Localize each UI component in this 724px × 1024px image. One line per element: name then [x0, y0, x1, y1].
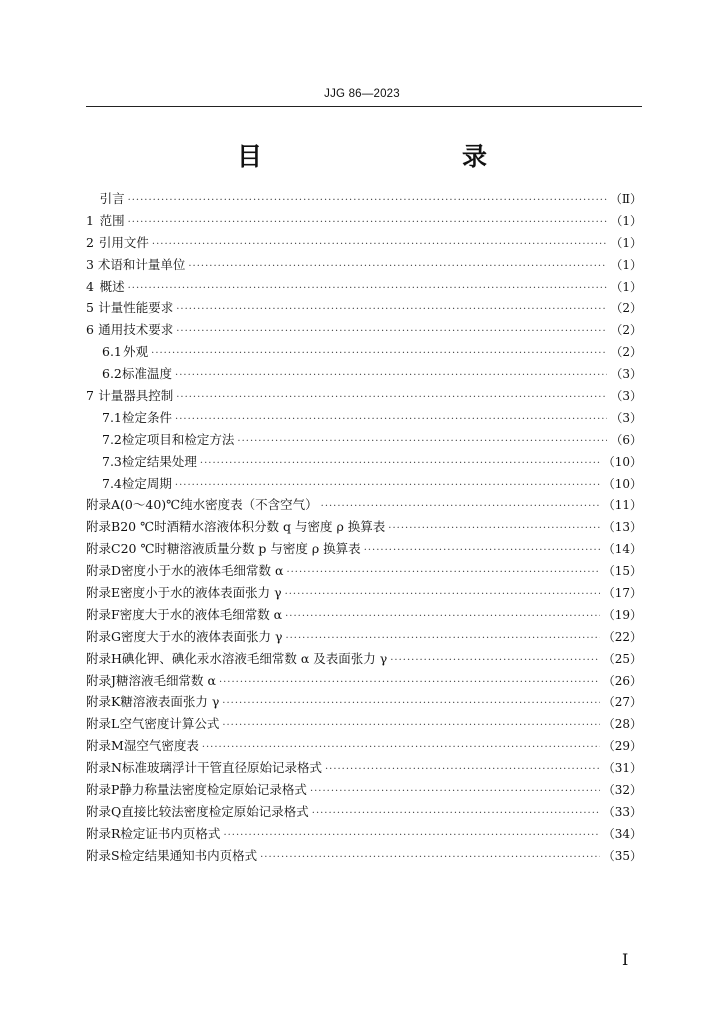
toc-entry-number: 附录B	[86, 519, 121, 535]
dot-leader	[325, 764, 600, 775]
toc-entry-number: 附录C	[86, 541, 121, 557]
toc-entry-label: 通用技术要求	[98, 322, 174, 338]
document-code: JJG 86—2023	[324, 88, 400, 100]
toc-title: 目 录	[236, 142, 537, 171]
toc-entry-number: 附录A	[86, 497, 121, 513]
toc-entry[interactable]	[86, 692, 642, 714]
dot-leader	[312, 808, 600, 819]
toc-entry-number: 附录D	[86, 563, 122, 579]
toc-entry-page: （14）	[602, 542, 642, 557]
dot-leader	[310, 786, 600, 797]
toc-entry-number: 6.2	[102, 366, 122, 382]
dot-leader	[128, 217, 608, 228]
toc-entry[interactable]	[86, 539, 642, 561]
toc-entry-label: 引用文件	[98, 234, 149, 250]
toc-entry-number: 附录S	[86, 847, 120, 863]
dot-leader	[188, 261, 607, 272]
dot-leader	[285, 589, 600, 600]
dot-leader	[200, 458, 600, 469]
toc-entry-page: （3）	[610, 389, 642, 404]
dot-leader	[364, 545, 600, 556]
table-of-contents	[86, 189, 642, 868]
toc-entry-number: 2	[86, 234, 94, 250]
toc-entry[interactable]	[86, 583, 642, 605]
toc-entry-number: 3	[86, 256, 94, 272]
toc-entry-number: 7.4	[102, 475, 122, 491]
toc-entry-number: 6.1	[102, 344, 122, 360]
toc-entry[interactable]	[86, 714, 642, 736]
toc-entry-number: 附录N	[86, 760, 122, 776]
toc-entry-number: 附录E	[86, 585, 121, 601]
header-divider	[86, 106, 642, 107]
toc-entry-number: 附录L	[86, 716, 120, 732]
toc-entry-page: （29）	[602, 739, 642, 754]
toc-entry-label: 密度大于水的液体毛细常数 α	[119, 606, 283, 622]
dot-leader	[321, 501, 600, 512]
toc-entry-number: 7.1	[102, 409, 122, 425]
toc-entry-number: 附录M	[86, 738, 124, 754]
dot-leader	[128, 195, 607, 206]
dot-leader	[222, 698, 599, 709]
toc-entry-number: 7	[86, 388, 94, 404]
toc-entry-label: 空气密度计算公式	[119, 716, 220, 732]
toc-entry-label: 糖溶液毛细常数 α	[116, 672, 216, 688]
toc-entry[interactable]	[86, 824, 642, 846]
toc-entry-number: 附录J	[86, 672, 117, 688]
toc-entry-page: （22）	[602, 629, 642, 644]
toc-entry-number: 7.2	[102, 431, 122, 447]
toc-entry-label: 密度小于水的液体表面张力 γ	[120, 585, 282, 601]
toc-entry[interactable]	[86, 189, 642, 211]
toc-entry[interactable]	[86, 846, 642, 868]
toc-entry-page: （31）	[602, 761, 642, 776]
dot-leader	[152, 239, 607, 250]
toc-entry-label: 概述	[99, 278, 125, 294]
toc-entry[interactable]	[86, 802, 642, 824]
toc-entry[interactable]	[86, 736, 642, 758]
toc-entry-number: 附录Q	[86, 803, 122, 819]
toc-entry-page: （6）	[610, 432, 642, 447]
dot-leader	[286, 567, 599, 578]
toc-entry[interactable]	[86, 780, 642, 802]
toc-entry-page: （33）	[602, 804, 642, 819]
toc-entry-label: 检定项目和检定方法	[121, 431, 235, 447]
toc-entry-number: 附录H	[86, 650, 122, 666]
toc-entry[interactable]	[86, 495, 642, 517]
page-number: Ⅰ	[622, 950, 629, 969]
toc-entry-page: （25）	[602, 651, 642, 666]
toc-entry-label: 碘化钾、碘化汞水溶液毛细常数 α 及表面张力 γ	[121, 650, 388, 666]
dot-leader	[151, 348, 607, 359]
dot-leader	[237, 436, 607, 447]
toc-entry-page: （26）	[602, 673, 642, 688]
toc-entry[interactable]	[86, 671, 642, 693]
toc-entry-number: 附录G	[86, 628, 121, 644]
dot-leader	[176, 326, 607, 337]
dot-leader	[176, 304, 607, 315]
toc-entry-page: （34）	[602, 826, 642, 841]
toc-entry-label: 计量器具控制	[98, 388, 174, 404]
toc-entry-label: 检定证书内页格式	[120, 825, 221, 841]
toc-entry[interactable]	[86, 408, 642, 430]
toc-entry-label: 静力称量法密度检定原始记录格式	[119, 782, 307, 798]
toc-entry-page: （2）	[610, 345, 642, 360]
toc-entry[interactable]	[86, 364, 642, 386]
toc-entry[interactable]	[86, 605, 642, 627]
toc-entry-page: （32）	[602, 783, 642, 798]
dot-leader	[202, 742, 600, 753]
toc-entry[interactable]	[86, 342, 642, 364]
dot-leader	[390, 655, 599, 666]
toc-entry-label: 密度大于水的液体表面张力 γ	[121, 628, 283, 644]
toc-entry[interactable]	[86, 627, 642, 649]
toc-entry-number: 7.3	[102, 453, 122, 469]
toc-entry[interactable]	[86, 255, 642, 277]
toc-entry-page: （17）	[602, 586, 642, 601]
toc-entry-page: （10）	[602, 476, 642, 491]
toc-entry-label: 湿空气密度表	[123, 738, 199, 754]
toc-entry-number: 附录P	[86, 782, 120, 798]
toc-entry-label: 标准温度	[122, 366, 173, 382]
toc-entry-label: 检定条件	[122, 409, 173, 425]
toc-entry[interactable]	[86, 452, 642, 474]
toc-entry-page: （27）	[602, 695, 642, 710]
toc-entry-label: 20 ℃时酒精水溶液体积分数 q 与密度 ρ 换算表	[120, 519, 386, 535]
toc-entry-label: 外观	[123, 344, 149, 360]
toc-entry-page: （28）	[602, 717, 642, 732]
toc-entry-label: 糖溶液表面张力 γ	[120, 694, 220, 710]
toc-entry[interactable]	[86, 298, 642, 320]
toc-entry[interactable]	[86, 561, 642, 583]
toc-entry-page: （2）	[610, 323, 642, 338]
toc-entry-page: （1）	[610, 213, 642, 228]
dot-leader	[175, 480, 600, 491]
toc-entry-page: （Ⅱ）	[609, 192, 642, 206]
toc-entry[interactable]	[86, 277, 642, 299]
toc-entry-number: 附录K	[86, 694, 121, 710]
toc-entry-page: （10）	[602, 454, 642, 469]
dot-leader	[219, 677, 600, 688]
toc-entry-page: （2）	[610, 301, 642, 316]
toc-entry[interactable]	[86, 233, 642, 255]
toc-entry-page: （13）	[602, 520, 642, 535]
dot-leader	[222, 720, 599, 731]
toc-entry[interactable]	[86, 211, 642, 233]
toc-entry-label: 引言	[99, 191, 125, 206]
toc-entry-number: 附录R	[86, 825, 121, 841]
toc-entry-page: （35）	[602, 848, 642, 863]
toc-entry-number: 1	[86, 212, 94, 228]
dot-leader	[175, 370, 607, 381]
toc-entry-number: 5	[86, 300, 94, 316]
toc-entry-label: 术语和计量单位	[97, 256, 186, 272]
toc-entry[interactable]	[86, 386, 642, 408]
toc-entry-label: 20 ℃时糖溶液质量分数 p 与密度 ρ 换算表	[120, 541, 361, 557]
toc-entry-page: （3）	[610, 367, 642, 382]
dot-leader	[260, 852, 600, 863]
toc-entry-label: 计量性能要求	[98, 300, 174, 316]
dot-leader	[223, 830, 599, 841]
toc-entry[interactable]	[86, 430, 642, 452]
toc-entry[interactable]	[86, 649, 642, 671]
toc-entry-page: （1）	[610, 235, 642, 250]
dot-leader	[285, 633, 599, 644]
dot-leader	[176, 392, 607, 403]
dot-leader	[388, 523, 599, 534]
toc-entry[interactable]	[86, 474, 642, 496]
toc-entry-number: 附录F	[86, 606, 120, 622]
toc-entry-page: （11）	[602, 498, 642, 513]
toc-entry-label: 检定结果处理	[121, 453, 197, 469]
toc-entry-number: 6	[86, 322, 94, 338]
dot-leader	[285, 611, 600, 622]
toc-entry-page: （15）	[602, 564, 642, 579]
toc-entry-page: （19）	[602, 607, 642, 622]
toc-entry-label: 密度小于水的液体毛细常数 α	[121, 563, 284, 579]
toc-entry-page: （1）	[610, 257, 642, 272]
toc-entry-label: 直接比较法密度检定原始记录格式	[121, 803, 309, 819]
toc-entry[interactable]	[86, 758, 642, 780]
toc-entry-number: 4	[86, 278, 94, 294]
toc-entry-page: （3）	[610, 410, 642, 425]
toc-entry[interactable]	[86, 320, 642, 342]
dot-leader	[175, 414, 607, 425]
toc-entry-label: 检定周期	[121, 475, 172, 491]
toc-entry-label: 范围	[99, 212, 125, 228]
dot-leader	[128, 283, 608, 294]
toc-entry-page: （1）	[610, 279, 642, 294]
toc-entry-label: 检定结果通知书内页格式	[119, 847, 258, 863]
toc-entry[interactable]	[86, 517, 642, 539]
toc-entry-label: 标准玻璃浮计干管直径原始记录格式	[121, 760, 322, 776]
toc-entry-label: (0～40)℃纯水密度表（不含空气）	[120, 497, 318, 513]
